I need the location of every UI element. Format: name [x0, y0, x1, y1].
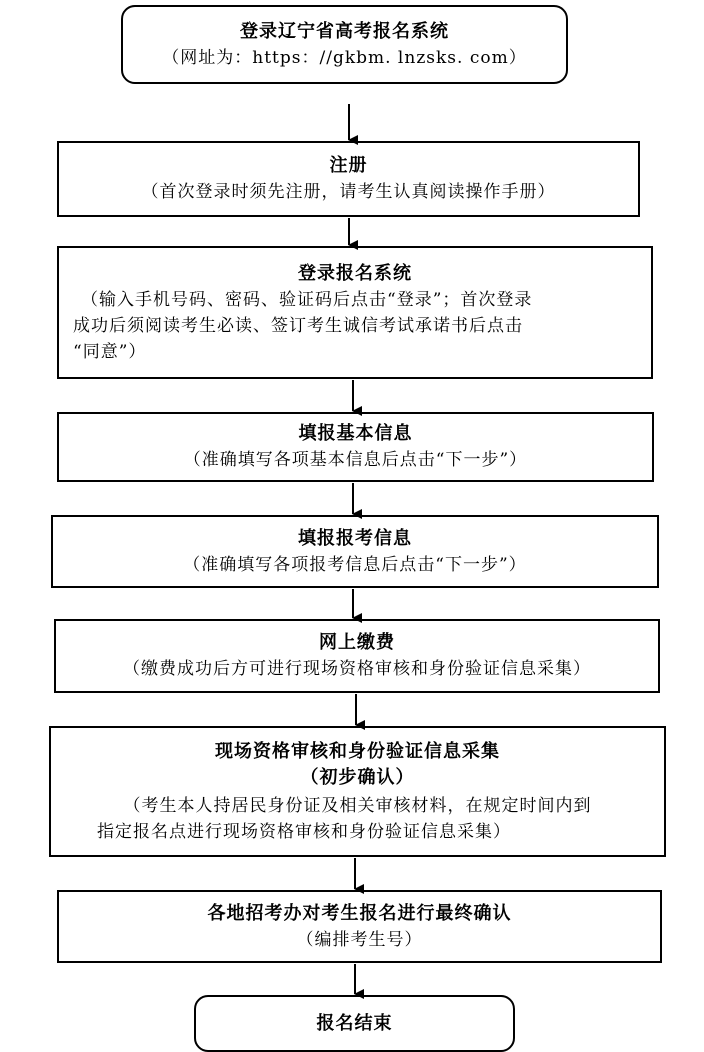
step-5-title: 填报报考信息: [298, 527, 412, 549]
step-2-title: 注册: [329, 155, 368, 176]
step-3-title: 登录报名系统: [298, 262, 412, 284]
step-8-title: 各地招考办对考生报名进行最终确认: [207, 902, 512, 924]
step-3-line-3: “同意”）: [73, 341, 147, 362]
step-5-line-1: （准确填写各项报考信息后点击“下一步”）: [183, 554, 527, 575]
step-7-title: 现场资格审核和身份验证信息采集: [215, 740, 500, 762]
step-7-line-2: 指定报名点进行现场资格审核和身份验证信息采集）: [97, 821, 511, 842]
step-7-subtitle: （初步确认）: [300, 766, 415, 788]
step-4-title: 填报基本信息: [298, 423, 413, 444]
step-3-line-2: 成功后须阅读考生必读、签订考生诚信考试承诺书后点击: [73, 315, 523, 336]
step-8-line-1: （编排考生号）: [296, 929, 423, 950]
step-7-line-1: （考生本人持居民身份证及相关审核材料，在规定时间内到: [123, 795, 592, 816]
step-1-line-1: （网址为：https：//gkbm. lnzsks. com）: [162, 47, 527, 68]
step-6-title: 网上缴费: [319, 632, 395, 653]
step-3-line-1: （输入手机号码、密码、验证码后点击“登录”；首次登录: [81, 289, 533, 310]
step-2-line-1: （首次登录时须先注册，请考生认真阅读操作手册）: [141, 182, 556, 202]
step-1-title: 登录辽宁省高考报名系统: [240, 20, 449, 42]
step-4-line-1: （准确填写各项基本信息后点击“下一步”）: [183, 450, 528, 470]
step-6-line-1: （缴费成功后方可进行现场资格审核和身份验证信息采集）: [123, 659, 591, 679]
step-9-title: 报名结束: [316, 1012, 393, 1034]
